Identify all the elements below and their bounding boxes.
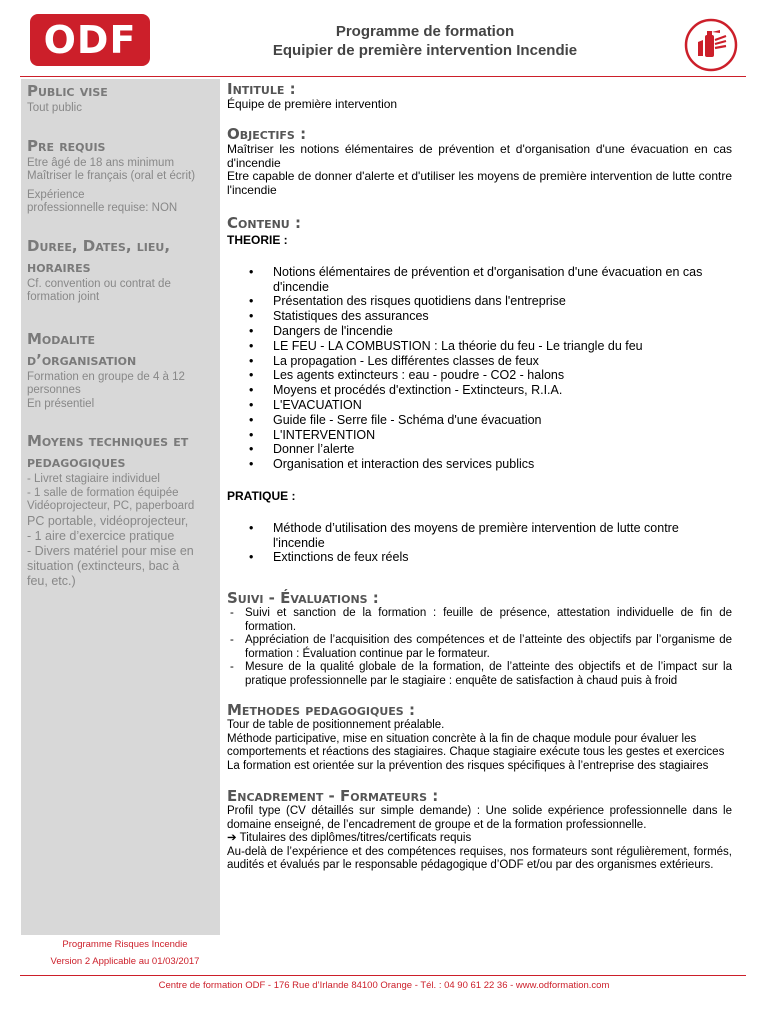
intitule-heading: Intitule :	[227, 80, 296, 98]
list-item: • L'INTERVENTION	[227, 428, 732, 443]
encadrement-heading: Encadrement - Formateurs :	[227, 787, 439, 806]
public-heading: Public vise	[27, 82, 108, 100]
header-divider	[20, 76, 746, 77]
pratique-list	[227, 521, 732, 565]
document-title	[200, 22, 650, 60]
list-item: • LE FEU - LA COMBUSTION : La théorie du feu - Le triangle du feu	[227, 339, 732, 354]
duree-heading: Duree, Dates, lieu,	[27, 236, 171, 255]
list-item: • L'EVACUATION	[227, 398, 732, 413]
list-item: • Les agents extincteurs : eau - poudre - CO2 - halons	[227, 368, 732, 383]
title-line-2: Equipier de première intervention Incendie	[272, 42, 578, 59]
duree-line: Cf. convention ou contrat de	[27, 277, 171, 290]
sidebar-modalite	[21, 329, 220, 412]
list-item: - Appréciation de l’acquisition des compétences et de l’atteinte des objectifs par l’organisme de formation : Évaluation continue par le formateur.	[227, 634, 732, 661]
encadrement-text: Profil type (CV détaillés sur simple demande) : Une solide expérience professionnelle dans le domaine enseigné, de l’encadrement de groupe et de la formation professionnelle.	[227, 805, 732, 831]
list-item: • Donner l’alerte	[227, 442, 732, 457]
suivi-heading: Suivi - Évaluations :	[227, 589, 379, 608]
modalite-heading: d’organisation	[27, 350, 137, 369]
methodes-text: Méthode participative, mise en situation concrète à la fin de chaque module pour évaluer les comportements et réactions des stagiaires. Chaque stagiaire exécute tous les gestes et exercices	[227, 732, 725, 759]
main-content	[227, 80, 732, 873]
theorie-label: THEORIE :	[227, 232, 288, 247]
list-item: - Mesure de la qualité globale de la formation, de l’atteinte des objectifs et de l’impact sur la pratique professionnelle par le stagiaire : enquête de satisfaction à chaud puis à froid	[227, 661, 732, 688]
list-item: - Suivi et sanction de la formation : feuille de présence, attestation individuelle de fin de formation.	[227, 607, 732, 634]
list-item: • Notions élémentaires de prévention et d'organisation d'une évacuation en cas d'incendie	[227, 265, 732, 295]
list-item: • Moyens et procédés d'extinction - Extincteurs, R.I.A.	[227, 383, 732, 398]
encadrement-text: Au-delà de l’expérience et des compétences requises, nos formateurs sont régulièrement, formés, audités et évalués par le responsable pédagogique d’ODF et/ou par des organismes extérieurs.	[227, 845, 732, 872]
title-line-1: Programme de formation	[335, 23, 515, 40]
moyens-heading: Moyens techniques et	[27, 432, 189, 450]
moyens-line: - Divers matériel pour mise en	[27, 543, 194, 558]
objectifs-heading: Objectifs :	[227, 124, 307, 143]
list-item: • Guide file - Serre file - Schéma d'une évacuation	[227, 413, 732, 428]
sidebar-duree	[21, 236, 220, 305]
modalite-line: personnes	[27, 384, 81, 396]
moyens-line: - 1 aire d’exercice pratique	[27, 528, 175, 543]
objectifs-text: Maîtriser les notions élémentaires de prévention et d'organisation d'une évacuation en cas d'incendie	[227, 141, 732, 170]
duree-line: formation joint	[27, 291, 100, 303]
methodes-text: La formation est orientée sur la prévention des risques spécifiques à l’entreprise des stagiaires	[227, 759, 709, 772]
modalite-line: En présentiel	[27, 397, 95, 410]
encadrement-text: ➔ Titulaires des diplômes/titres/certificats requis	[227, 832, 472, 845]
methodes-heading: Methodes pedagogiques :	[227, 701, 415, 720]
sidebar-public	[21, 81, 220, 116]
public-line: Tout public	[27, 102, 82, 114]
methodes-text: Tour de table de positionnement préalable.	[227, 719, 445, 732]
list-item: • Extinctions de feux réels	[227, 550, 732, 565]
sidebar	[21, 79, 220, 935]
odf-logo	[30, 14, 150, 66]
sidebar-moyens	[21, 431, 220, 589]
list-item: • Méthode d’utilisation des moyens de première intervention de lutte contre l'incendie	[227, 521, 732, 551]
moyens-line: situation (extincteurs, bac à	[27, 558, 180, 573]
fire-extinguisher-emblem-icon	[684, 18, 738, 72]
moyens-line: Vidéoprojecteur, PC, paperboard	[27, 500, 195, 512]
footer-version: Version 2 Applicable au 01/03/2017	[50, 956, 200, 967]
prerequis-line: Etre âgé de 18 ans minimum	[27, 156, 175, 169]
modalite-heading: Modalite	[27, 329, 96, 348]
list-item: • Organisation et interaction des services publics	[227, 457, 732, 472]
theorie-list	[227, 265, 732, 472]
prerequis-line: professionnelle requise: NON	[27, 202, 178, 214]
prerequis-line: Expérience	[27, 188, 85, 201]
moyens-line: feu, etc.)	[27, 573, 76, 588]
suivi-list	[227, 607, 732, 688]
sidebar-prerequis	[21, 136, 220, 216]
modalite-line: Formation en groupe de 4 à 12	[27, 370, 185, 383]
list-item: • Présentation des risques quotidiens dans l'entreprise	[227, 294, 732, 309]
footer-program: Programme Risques Incendie	[62, 939, 188, 950]
footer-address: Centre de formation ODF - 176 Rue d’Irlande 84100 Orange - Tél. : 04 90 61 22 36 - www.odformation.com	[158, 980, 610, 991]
moyens-line: - Livret stagiaire individuel	[27, 473, 160, 485]
list-item: • La propagation - Les différentes classes de feux	[227, 354, 732, 369]
pratique-label: PRATIQUE :	[227, 488, 296, 503]
prerequis-heading: Pre requis	[27, 136, 106, 155]
duree-heading: horaires	[27, 257, 91, 276]
logo-text: ODF	[43, 18, 137, 62]
moyens-line: - 1 salle de formation équipée	[27, 486, 179, 499]
moyens-heading: pedagogiques	[27, 453, 126, 471]
contenu-heading: Contenu :	[227, 213, 301, 232]
objectifs-text: Etre capable de donner d'alerte et d'utiliser les moyens de première intervention de lutte contre l'incendie	[227, 169, 732, 198]
prerequis-line: Maîtriser le français (oral et écrit)	[27, 170, 196, 182]
intitule-text: Équipe de première intervention	[227, 97, 398, 111]
moyens-line: PC portable, vidéoprojecteur,	[27, 513, 189, 528]
footer-divider	[20, 975, 746, 976]
list-item: • Statistiques des assurances	[227, 309, 732, 324]
list-item: • Dangers de l'incendie	[227, 324, 732, 339]
